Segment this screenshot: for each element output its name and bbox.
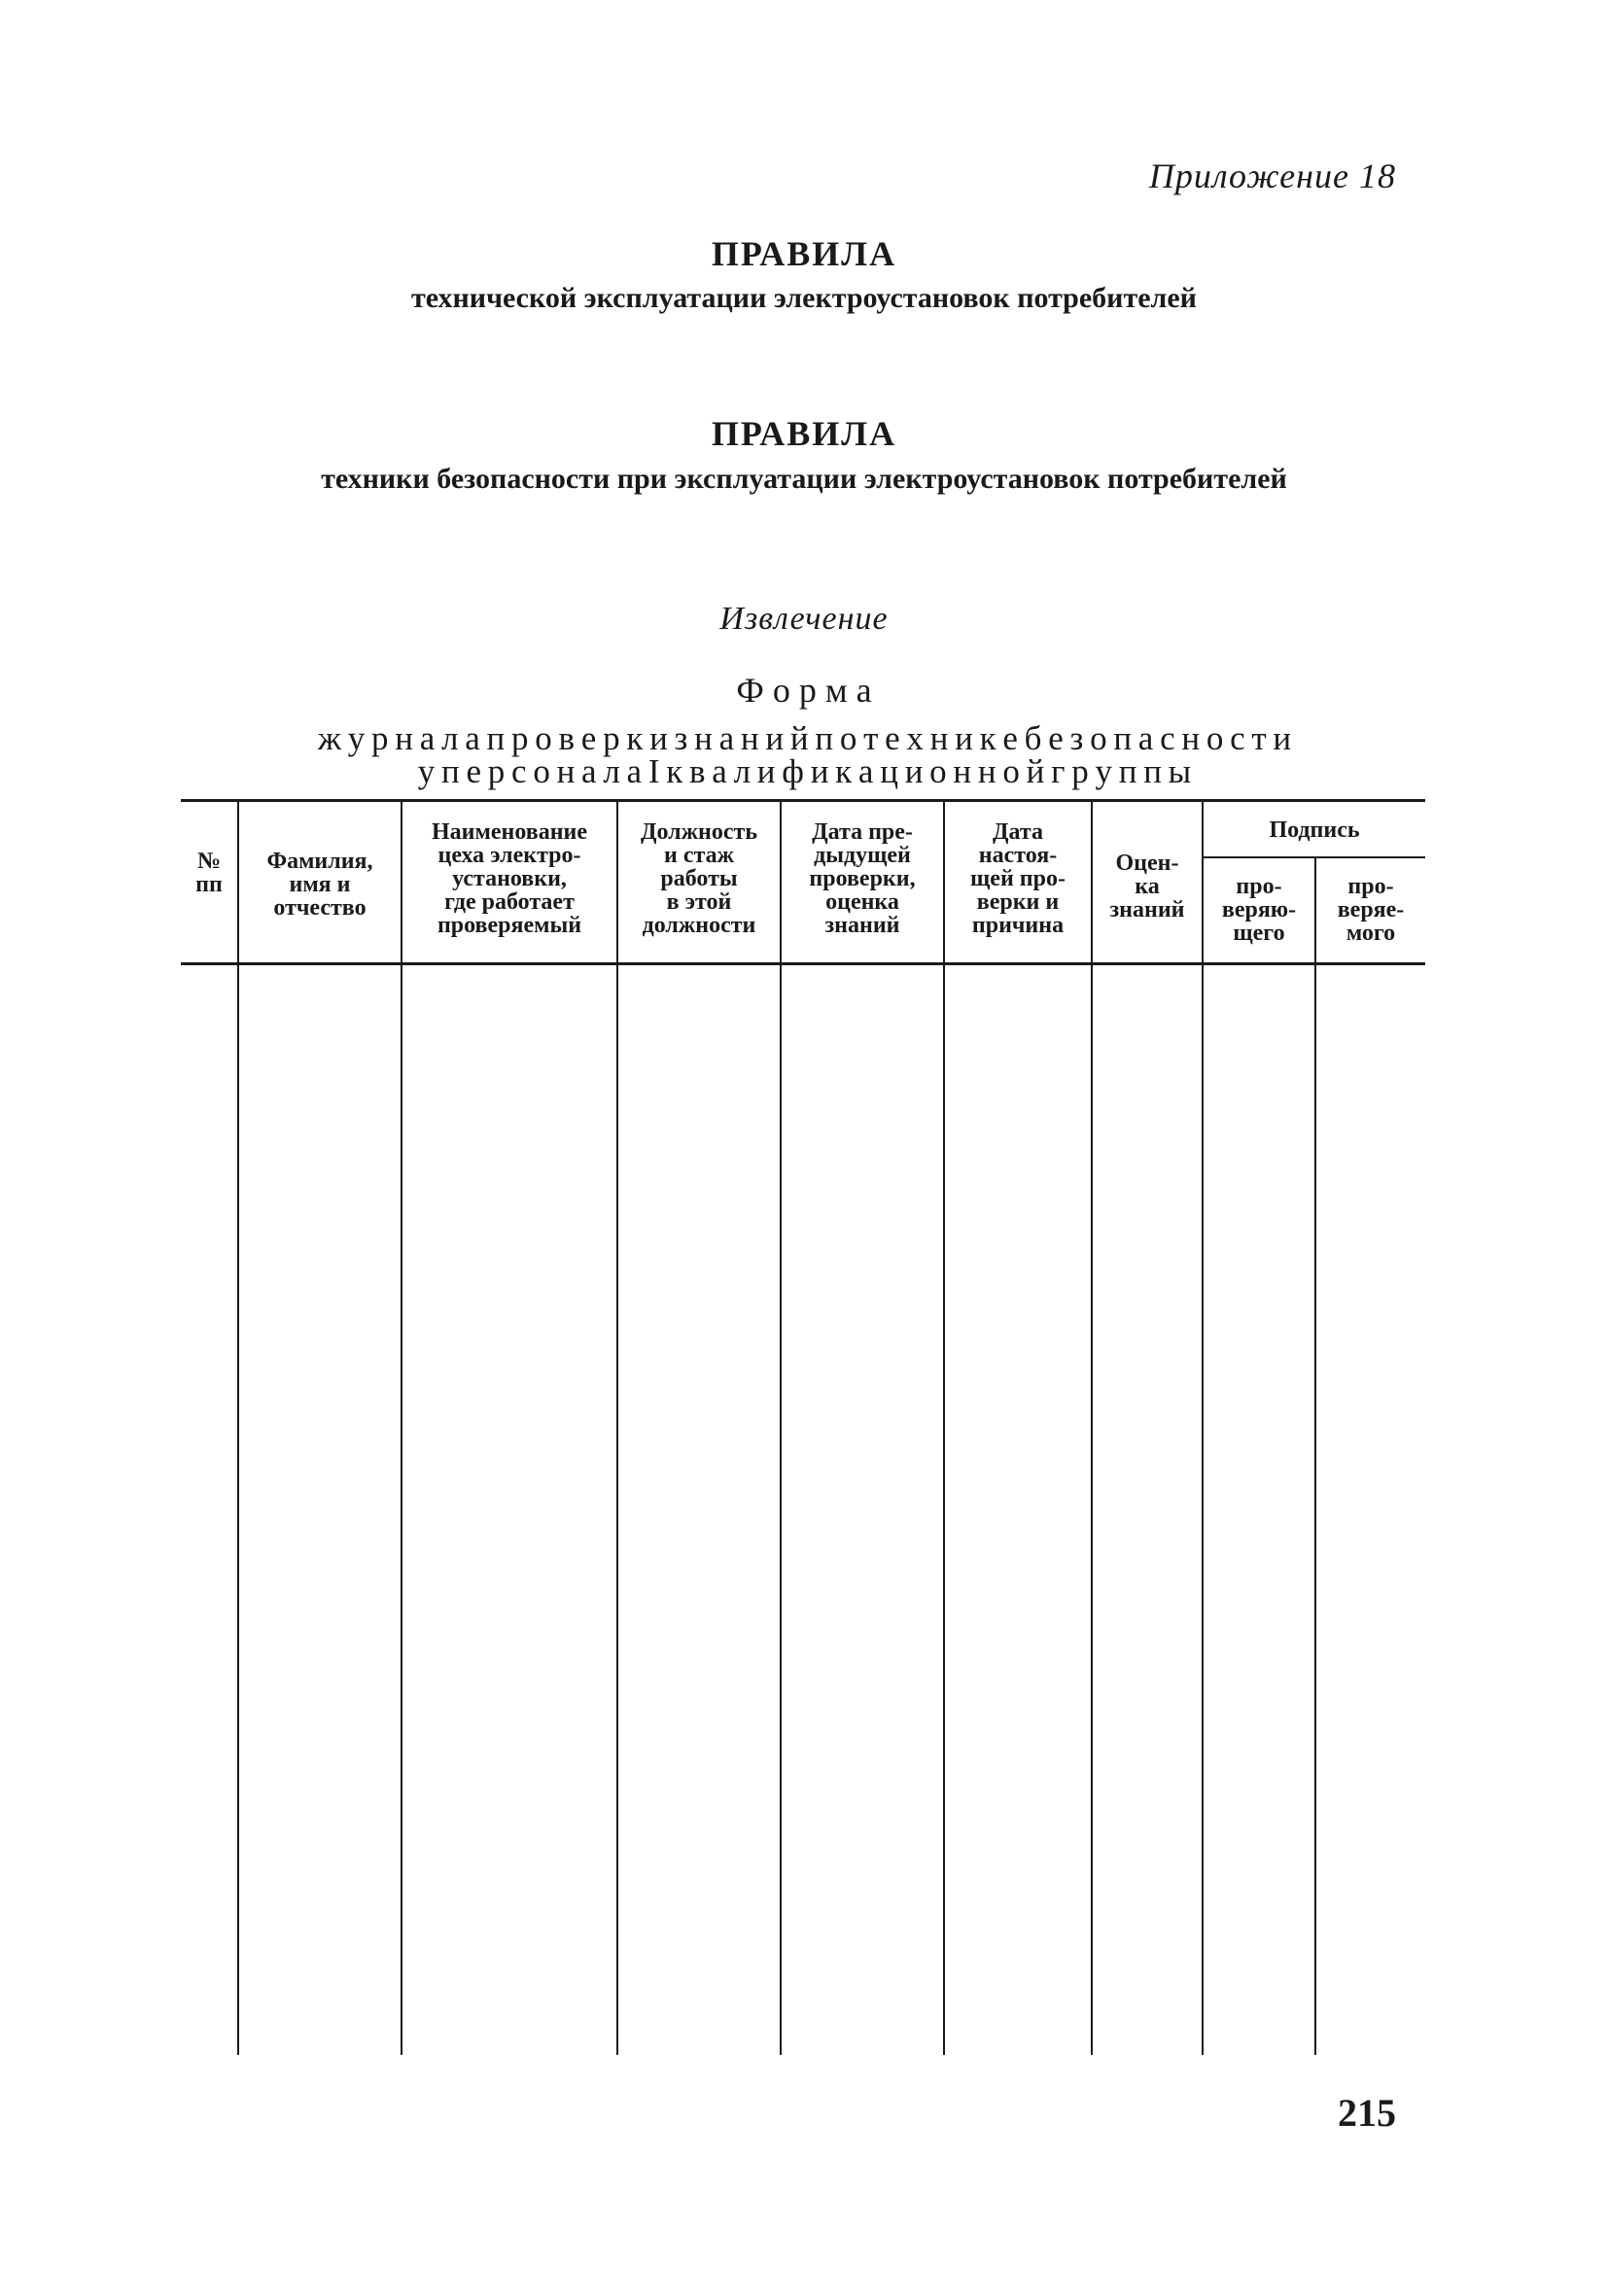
extract-label: Извлечение [719,601,889,637]
column-divider [1202,799,1204,2055]
column-divider [780,799,782,2055]
header-cell-previous-check: Дата пре- дыдущей проверки, оценка знаний [809,819,916,938]
signature-divider [1202,856,1425,858]
header-cell-full-name: Фамилия, имя и отчество [266,849,373,921]
table-header-bottom-border [181,962,1425,965]
header-cell-position: Должность и стаж работы в этой должности [640,819,758,938]
column-divider [1314,856,1316,2055]
header-cell-signature-examinee: про- веряе- мого [1337,874,1405,946]
header-cell-signature: Подпись [1269,818,1360,843]
column-divider [401,799,402,2055]
header-cell-signature-examiner: про- веряю- щего [1221,874,1297,946]
page-number: 215 [1338,2091,1396,2135]
column-divider [237,799,239,2055]
rules-subtitle-1: технической эксплуатации электроустановок потребителей [411,282,1197,314]
rules-title-1: ПРАВИЛА [711,234,897,273]
table-top-border [181,799,1425,802]
journal-title-line-2: у п е р с о н а л а I к в а л и ф и к а ц и о н н о й г р у п п ы [417,752,1191,790]
form-title: Ф о р м а [736,671,872,710]
appendix-label: Приложение 18 [1148,157,1396,195]
column-divider [616,799,618,2055]
header-cell-number: № пп [195,849,223,897]
header-cell-grade: Оцен- ка знаний [1109,851,1185,922]
rules-subtitle-2: техники безопасности при эксплуатации электроустановок потребителей [321,463,1287,495]
column-divider [1091,799,1093,2055]
header-cell-workshop: Наименование цеха электро- установки, где работает проверяемый [432,819,587,938]
rules-title-2: ПРАВИЛА [711,414,897,453]
journal-title-line-1: ж у р н а л а п р о в е р к и з н а н и й п о т е х н и к е б е з о п а с н о с т и [317,719,1291,757]
column-divider [943,799,945,2055]
header-cell-current-check: Дата настоя- щей про- верки и причина [970,819,1066,938]
